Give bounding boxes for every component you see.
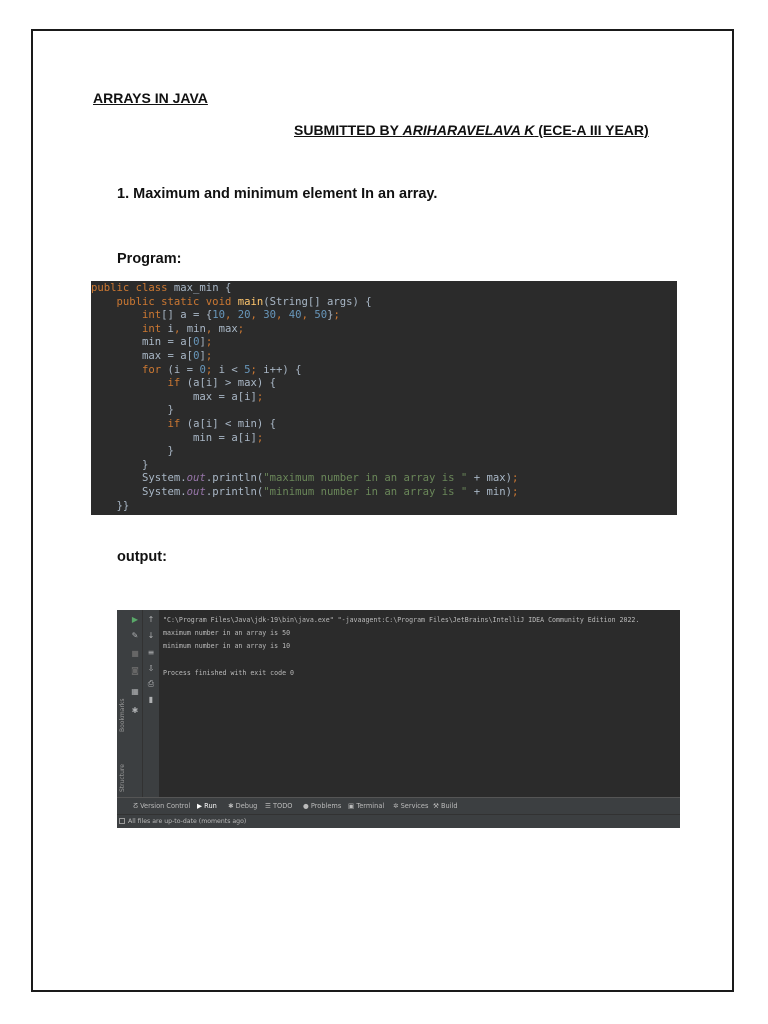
structure-label[interactable]: Structure	[119, 764, 126, 792]
question-heading: 1. Maximum and minimum element In an array.	[117, 186, 438, 202]
ide-run-panel	[117, 610, 680, 828]
code-token: for	[142, 363, 168, 376]
code-line	[91, 391, 263, 405]
code-line	[91, 323, 244, 337]
code-token: i++) {	[263, 363, 302, 376]
stop-icon[interactable]: ■	[131, 648, 139, 658]
code-token: ;	[256, 390, 264, 403]
code-line	[91, 377, 276, 391]
code-token: ]	[199, 350, 206, 362]
code-token: }	[91, 404, 174, 417]
print-icon[interactable]: ⎙	[147, 679, 155, 688]
program-heading: Program:	[117, 251, 182, 267]
code-token: 0	[193, 350, 200, 362]
console-output-min: minimum number in an array is 10	[163, 642, 291, 650]
submitted-by	[294, 122, 649, 138]
status-bar	[117, 814, 680, 828]
code-token: min	[186, 322, 206, 335]
code-screenshot	[91, 281, 677, 515]
bookmarks-label[interactable]: Bookmarks	[119, 698, 126, 732]
code-token: ,	[205, 322, 219, 335]
console-output-max: maximum number in an array is 50	[163, 629, 291, 637]
code-token: "maximum number in an array is "	[263, 472, 474, 485]
author-name: ARIHARAVELAVA K	[402, 122, 535, 138]
code-token: if	[167, 418, 187, 430]
code-token: main	[237, 295, 264, 308]
code-token: (i =	[167, 363, 200, 376]
code-token: System.	[91, 472, 187, 485]
console-output	[163, 613, 680, 797]
code-token: int	[142, 309, 162, 322]
code-token: max = a[	[91, 350, 194, 362]
tab-terminal[interactable]: ▣ Terminal	[348, 802, 385, 810]
output-heading: output:	[117, 549, 167, 565]
code-token: ,	[224, 309, 238, 322]
tab-debug[interactable]: ✱ Debug	[228, 802, 258, 810]
code-token: ;	[256, 431, 264, 444]
code-token	[91, 364, 142, 376]
code-token	[91, 309, 142, 321]
code-line	[91, 404, 174, 418]
code-token: ;	[237, 322, 245, 335]
code-line	[91, 418, 276, 432]
code-token: ;	[205, 363, 219, 376]
code-token: 5	[244, 363, 251, 376]
tool-window-bar	[117, 797, 680, 814]
code-token: }}	[91, 499, 130, 512]
trash-icon[interactable]: ▮	[148, 694, 154, 704]
code-token: i <	[218, 363, 245, 376]
code-token	[91, 377, 168, 389]
code-token: ;	[250, 363, 264, 376]
submitted-suffix: (ECE-A III YEAR)	[534, 122, 649, 138]
code-token: 40	[288, 309, 302, 322]
code-line	[91, 472, 518, 486]
code-token: .println(	[205, 486, 264, 498]
status-window-icon[interactable]	[119, 818, 125, 824]
tab-build[interactable]: ⚒ Build	[433, 802, 458, 810]
tab-problems[interactable]: ● Problems	[303, 802, 342, 810]
code-token: System.	[91, 486, 187, 498]
code-line	[91, 309, 340, 323]
tab-services[interactable]: ✲ Services	[393, 802, 429, 810]
scroll-up-icon[interactable]: ↑	[147, 614, 155, 624]
code-token: ,	[301, 309, 315, 322]
code-token: "minimum number in an array is "	[263, 486, 474, 498]
code-token: max_min {	[173, 282, 232, 294]
code-token: (a[i] < min) {	[186, 418, 276, 430]
code-token: ,	[250, 309, 264, 322]
code-line	[91, 296, 372, 310]
code-token: }	[91, 445, 174, 458]
code-token: 10	[212, 309, 225, 322]
code-line	[91, 432, 263, 446]
console-exit-message: Process finished with exit code 0	[163, 669, 295, 677]
submitted-prefix: SUBMITTED BY	[294, 122, 403, 138]
code-line	[91, 500, 129, 514]
run-tools-column	[131, 610, 160, 797]
code-token: (a[i] > max) {	[186, 377, 276, 390]
code-token: max	[218, 322, 238, 335]
code-token: 0	[199, 363, 206, 376]
code-token: ,	[276, 309, 289, 322]
code-token: public class	[91, 282, 174, 294]
code-token: i	[167, 322, 174, 335]
code-line	[91, 364, 302, 378]
code-token: .println(	[205, 472, 264, 485]
code-token: }	[327, 309, 334, 322]
code-token: out	[186, 472, 206, 485]
rerun-icon[interactable]: ▶	[131, 614, 139, 624]
code-line	[91, 486, 518, 500]
code-token: ;	[205, 350, 213, 362]
tab-todo[interactable]: ☰ TODO	[265, 802, 293, 810]
code-token: ]	[199, 336, 206, 349]
code-token: }	[91, 458, 149, 471]
scroll-down-icon[interactable]: ↓	[147, 630, 155, 640]
code-token: 30	[263, 309, 277, 322]
code-line	[91, 282, 231, 296]
code-line	[91, 350, 212, 364]
code-token: ;	[511, 486, 519, 498]
code-token: 20	[237, 309, 251, 322]
code-token: public static void	[116, 295, 238, 308]
scroll-to-end-icon[interactable]: ⇩	[147, 663, 155, 673]
code-token: min = a[i]	[91, 431, 257, 444]
code-token: int	[142, 322, 168, 335]
code-token: ;	[511, 472, 519, 485]
code-token	[91, 296, 117, 308]
code-line	[91, 445, 174, 459]
code-token: [] a = {	[161, 309, 213, 322]
code-token: if	[167, 377, 187, 390]
code-token: ;	[205, 336, 213, 349]
console-command: "C:\Program Files\Java\jdk-19\bin\java.exe" "-javaagent:C:\Program Files\JetBrains\IntelliJ IDEA Community Edition 2022.	[163, 616, 640, 624]
code-line	[91, 459, 148, 473]
code-token: ,	[173, 322, 187, 335]
code-token	[91, 323, 142, 335]
code-line	[91, 336, 212, 350]
code-token: ;	[333, 309, 340, 322]
camera-icon[interactable]: ◙	[131, 665, 139, 675]
status-message: All files are up-to-date (moments ago)	[128, 818, 247, 825]
code-token: max = a[i]	[91, 390, 257, 403]
code-token: 0	[193, 336, 200, 349]
code-token: + min)	[473, 486, 512, 498]
wrench-icon[interactable]: ✎	[131, 630, 139, 640]
code-token: + max)	[473, 472, 512, 485]
code-token: (String[] args) {	[263, 295, 372, 308]
code-token: 50	[314, 309, 328, 322]
code-token: out	[186, 486, 206, 498]
tab-version-control[interactable]: ⵒ Version Control	[133, 802, 191, 810]
tab-run[interactable]: ▶ Run	[197, 802, 217, 810]
document-title: ARRAYS IN JAVA	[93, 90, 208, 106]
pin-icon[interactable]: ✱	[131, 705, 139, 715]
code-token: min = a[	[91, 336, 194, 349]
code-token	[91, 418, 168, 430]
layout-icon[interactable]: ▦	[131, 686, 139, 696]
soft-wrap-icon[interactable]: ≡	[147, 647, 155, 657]
